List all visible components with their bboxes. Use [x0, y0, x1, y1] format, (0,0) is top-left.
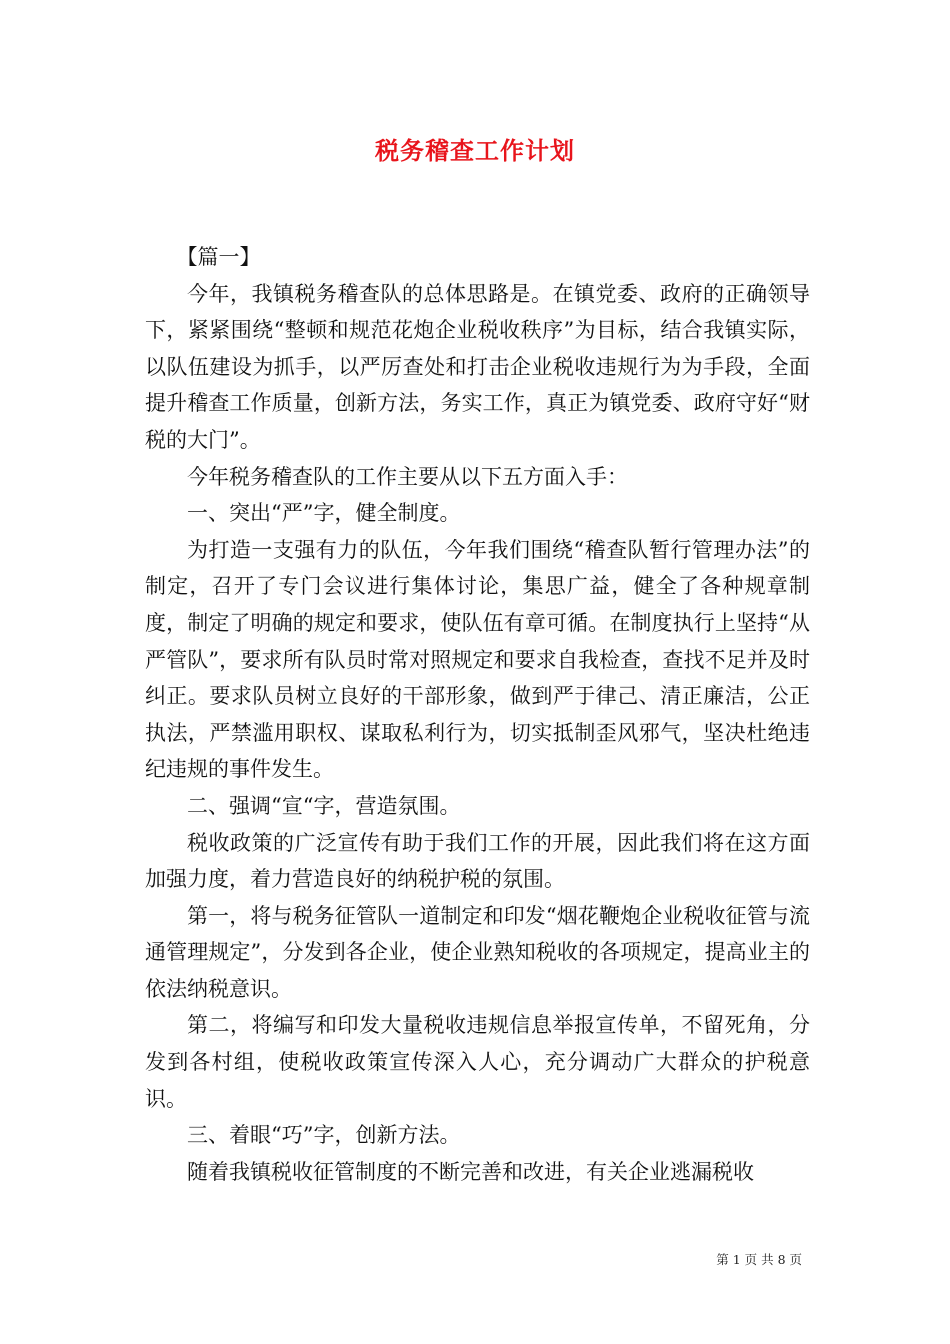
paragraph-five-aspects-intro: 今年税务稽查队的工作主要从以下五方面入手： — [187, 464, 628, 489]
heading-strict-system: 一、突出“严”字，健全制度。 — [187, 501, 461, 526]
paragraph-overall-approach: 今年，我镇税务稽查队的总体思路是。在镇党委、政府的正确领导下，紧紧围绕“整顿和规范花炮企业税收秩序”为目标，结合我镇实际，以队伍建设为抓手，以严厉查处和打击企业税收违规行为为手段，全面提升稽查工作质量，创新方法，务实工作，真正为镇党委、政府守好“财税的大门”。 — [145, 281, 810, 452]
paragraph-innovation-start: 随着我镇税收征管制度的不断完善和改进，有关企业逃漏税收 — [187, 1159, 754, 1184]
heading-innovation: 三、着眼“巧”字，创新方法。 — [187, 1123, 461, 1148]
page-number-footer: 第 1 页 共 8 页 — [716, 1252, 802, 1267]
document-title: 税务稽查工作计划 — [375, 136, 575, 165]
paragraph-second-measure: 第二，将编写和印发大量税收违规信息举报宣传单，不留死角，分发到各村组，使税收政策宣传深入人心，充分调动广大群众的护税意识。 — [145, 1013, 810, 1111]
paragraph-team-building: 为打造一支强有力的队伍，今年我们围绕“稽查队暂行管理办法”的制定，召开了专门会议进行集体讨论，集思广益，健全了各种规章制度，制定了明确的规定和要求，使队伍有章可循。在制度执行上坚持“从严管队”，要求所有队员时常对照规定和要求自我检查，查找不足并及时纠正。要求队员树立良好的干部形象，做到严于律己、清正廉洁，公正执法，严禁滥用职权、谋取私利行为，切实抵制歪风邪气，坚决杜绝违纪违规的事件发生。 — [145, 537, 810, 782]
document-body — [145, 239, 810, 1190]
paragraph-first-measure: 第一，将与税务征管队一道制定和印发“烟花鞭炮企业税收征管与流通管理规定”，分发到各企业，使企业熟知税收的各项规定，提高业主的依法纳税意识。 — [145, 903, 810, 1001]
section-heading-pian-yi: 【篇一】 — [176, 245, 261, 269]
paragraph-policy-publicity: 税收政策的广泛宣传有助于我们工作的开展，因此我们将在这方面加强力度，着力营造良好的纳税护税的氛围。 — [145, 830, 810, 892]
heading-publicity: 二、强调“宣“字，营造氛围。 — [187, 793, 461, 818]
